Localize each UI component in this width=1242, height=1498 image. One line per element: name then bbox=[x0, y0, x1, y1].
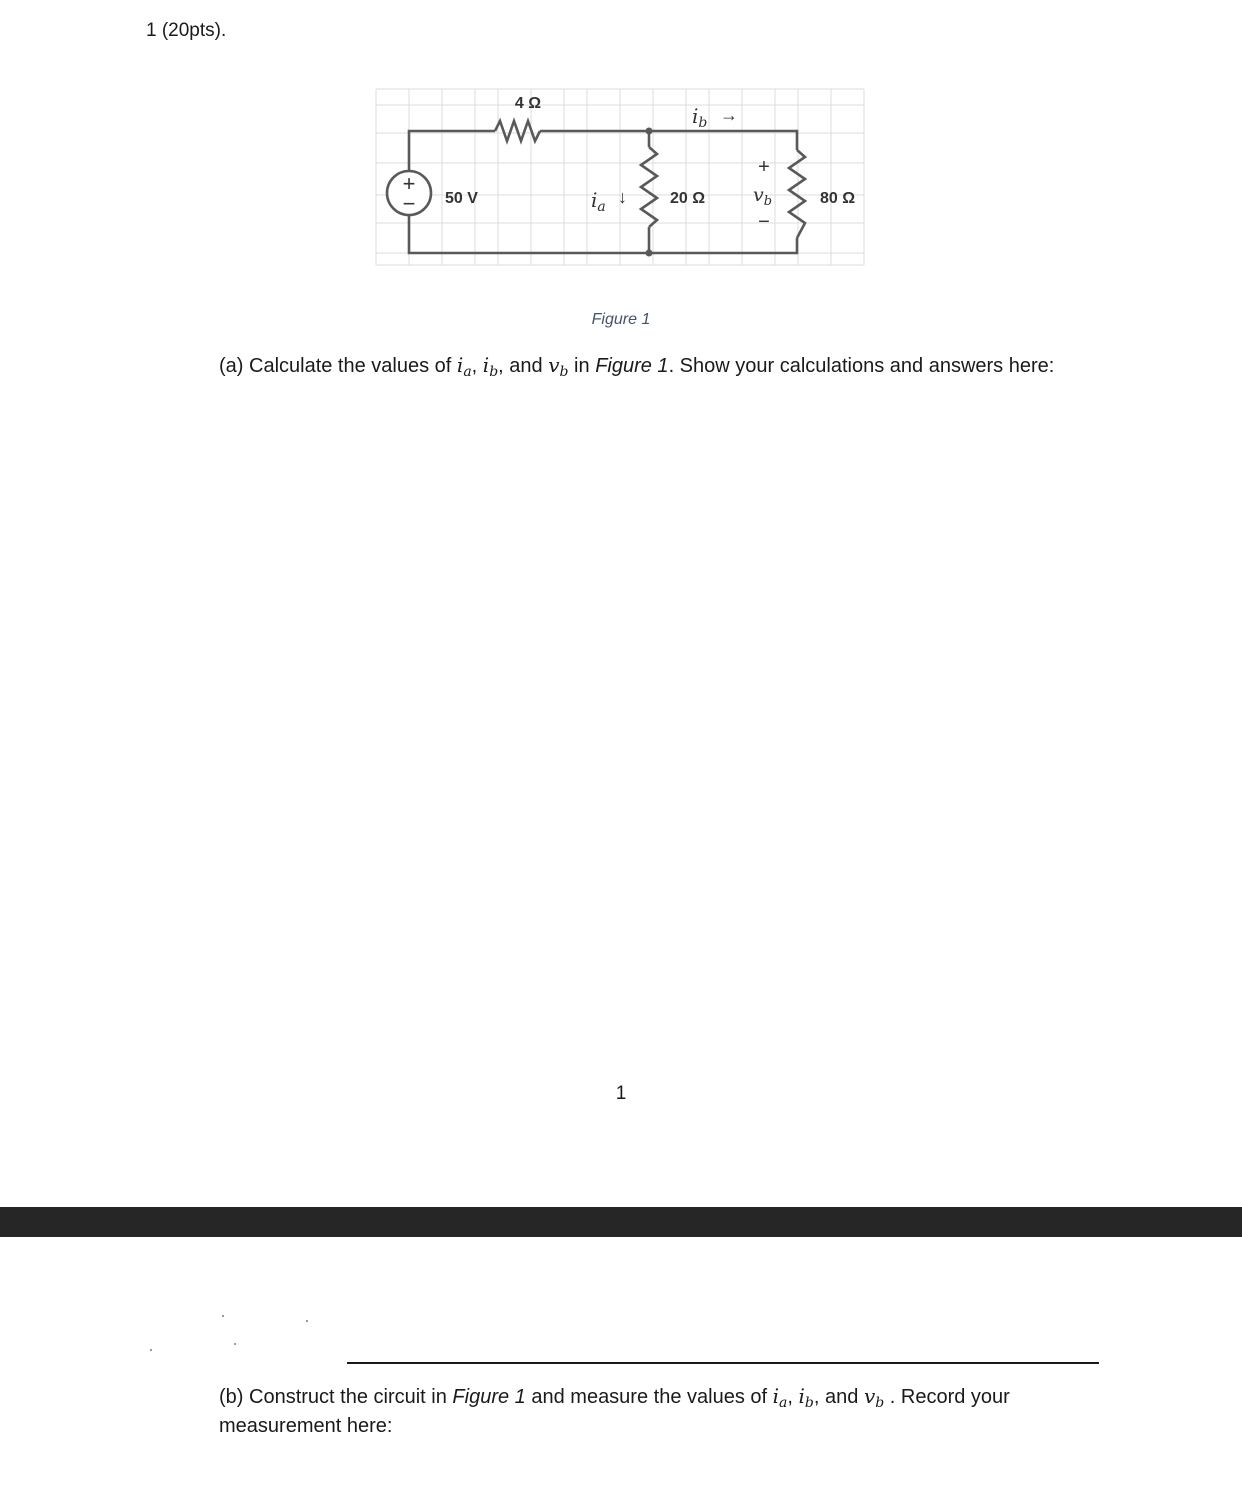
ib-label: $i_b$ bbox=[692, 104, 708, 131]
r3-label: 80 Ω bbox=[820, 190, 856, 207]
grid bbox=[376, 89, 864, 265]
vb-minus: − bbox=[758, 211, 770, 233]
wire-top-right bbox=[540, 131, 797, 150]
vb-plus: + bbox=[758, 156, 770, 178]
part-a-question: (a) Calculate the values of $i_a$, $i_b$, and $v_b$ in Figure 1. Show your calculations and answers here: bbox=[219, 353, 1055, 381]
wire-top-left bbox=[409, 131, 495, 175]
source-label: 50 V bbox=[445, 190, 478, 207]
question-title: 1 (20pts). bbox=[146, 20, 227, 41]
node-bottom bbox=[646, 250, 653, 257]
scan-speck bbox=[150, 1349, 152, 1351]
resistor-20ohm bbox=[641, 147, 657, 227]
r2-label: 20 Ω bbox=[670, 190, 706, 207]
page-break-bar bbox=[0, 1207, 1242, 1237]
scan-speck bbox=[306, 1320, 308, 1322]
scan-speck bbox=[222, 1315, 224, 1317]
figure-caption: Figure 1 bbox=[591, 311, 651, 328]
source-minus: − bbox=[402, 191, 416, 216]
ia-label: $i_a$ bbox=[591, 188, 606, 215]
source-plus: + bbox=[402, 171, 416, 196]
ia-arrow: ↓ bbox=[618, 187, 627, 207]
wire-bottom bbox=[409, 211, 797, 253]
horizontal-rule bbox=[347, 1362, 1099, 1364]
ib-arrow: → bbox=[720, 105, 738, 125]
circuit-figure bbox=[370, 85, 875, 270]
page-number: 1 bbox=[615, 1083, 627, 1104]
node-top bbox=[646, 128, 653, 135]
part-b-question: (b) Construct the circuit in Figure 1 and measure the values of $i_a$, $i_b$, and $v_b$ . Record your measurement here: bbox=[219, 1384, 1010, 1437]
resistor-4ohm bbox=[495, 121, 540, 141]
r1-label: 4 Ω bbox=[514, 95, 542, 112]
scan-speck bbox=[234, 1343, 236, 1345]
vb-label: $v_b$ bbox=[753, 184, 773, 209]
